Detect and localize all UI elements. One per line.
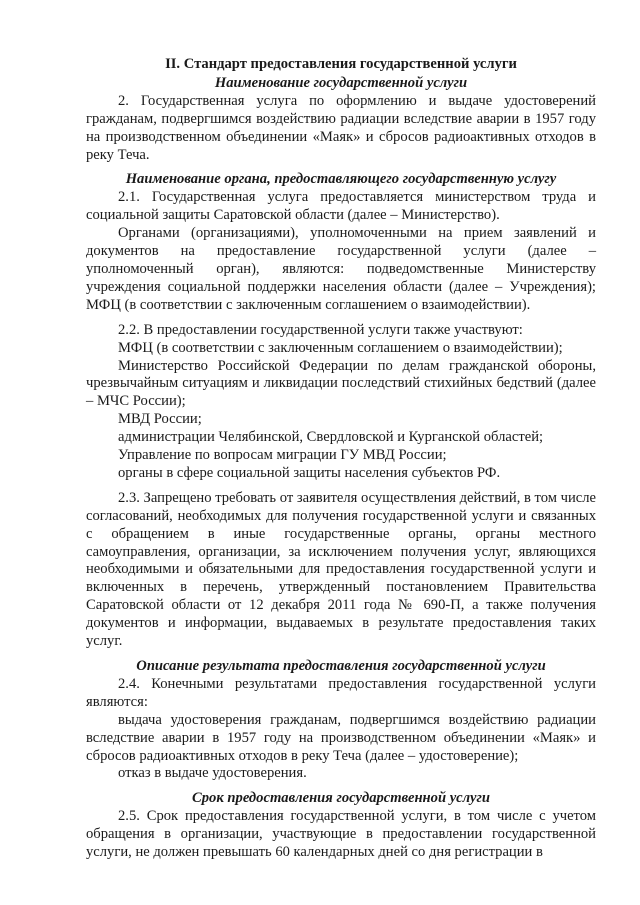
paragraph-2: 2. Государственная услуга по оформлению и выдаче удостоверений гражданам, подвергшимся воздействию радиации вследствие аварии в 1957 году на производственном объединении «Маяк» и сбросов радиоактивных отходов в реку Теча.: [86, 92, 596, 163]
list-item-issuance: выдача удостоверения гражданам, подвергшимся воздействию радиации вследствие аварии в 1957 году на производственном объединении «Маяк» и сбросов радиоактивных отходов в реку Теча (далее – удостоверение);: [86, 711, 596, 764]
list-item-mfc: МФЦ (в соответствии с заключенным соглашением о взаимодействии);: [118, 339, 563, 356]
paragraph-2-4: 2.4. Конечными результатами предоставления государственной услуги являются:: [86, 675, 596, 710]
heading-result: Описание результата предоставления государственной услуги: [136, 658, 546, 674]
paragraph-2-1: 2.1. Государственная услуга предоставляется министерством труда и социальной защиты Саратовской области (далее – Министерство).: [86, 189, 596, 224]
paragraph-2-2: 2.2. В предоставлении государственной услуги также участвуют:: [118, 321, 523, 338]
heading-term: Срок предоставления государственной услуги: [192, 790, 490, 807]
paragraph-authorized-bodies: Органами (организациями), уполномоченными на прием заявлений и документов на предоставление государственной услуги (далее – уполномоченный орган), являются: подведомственные Министерству учреждения социальной поддержки населения области (далее – Учреждения); МФЦ (в соответствии с заключенным соглашением о взаимодействии).: [86, 225, 596, 313]
list-item-administrations: администрации Челябинской, Свердловской и Курганской областей;: [118, 429, 544, 446]
heading-agency: Наименование органа, предоставляющего государственную услугу: [125, 171, 557, 188]
list-item-migration: Управление по вопросам миграции ГУ МВД России;: [118, 447, 447, 464]
list-item-mchs: Министерство Российской Федерации по делам гражданской обороны, чрезвычайным ситуациям и ликвидации последствий стихийных бедствий (далее – МЧС России);: [86, 357, 596, 410]
heading-service-name: Наименование государственной услуги: [214, 74, 468, 91]
paragraph-2-3: 2.3. Запрещено требовать от заявителя осуществления действий, в том числе согласований, необходимых для получения государственной услуги и связанных с обращением в иные государственные органы, органы местного самоуправления, организации, за исключением получения услуг, являющихся необходимыми и обязательными для предоставления государственной услуги и включенных в перечень, утвержденный постановлением Правительства Саратовской области от 12 декабря 2011 года № 690-П, а также получения документов и информации, выдаваемых в результате предоставления таких услуг.: [86, 489, 597, 650]
chapter-title: II. Стандарт предоставления государственной услуги: [165, 56, 517, 72]
list-item-mvd: МВД России;: [118, 411, 202, 428]
paragraph-2-5: 2.5. Срок предоставления государственной услуги, в том числе с учетом обращения в организации, участвующие в предоставлении государственной услуги, не должен превышать 60 календарных дней со дня регистрации в: [86, 808, 596, 861]
list-item-refusal: отказ в выдаче удостоверения.: [118, 765, 307, 782]
list-item-social-protection: органы в сфере социальной защиты населения субъектов РФ.: [118, 464, 501, 481]
